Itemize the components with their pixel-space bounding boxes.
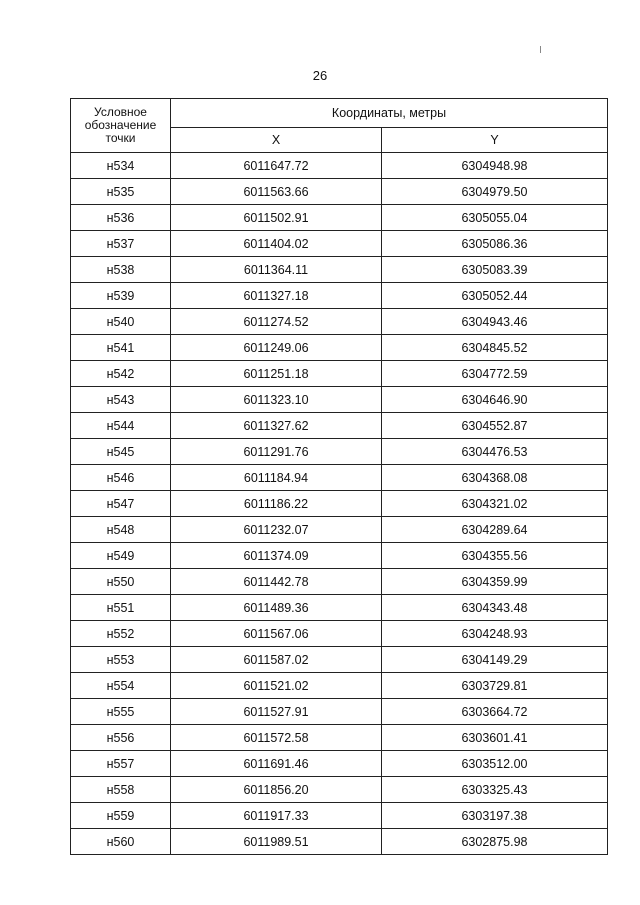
point-name-cell: н545 xyxy=(71,439,171,465)
x-value-cell: 6011251.18 xyxy=(171,361,382,387)
table-row xyxy=(71,569,608,595)
point-name-cell: н550 xyxy=(71,569,171,595)
point-name-cell: н537 xyxy=(71,231,171,257)
y-value-cell: 6304646.90 xyxy=(382,387,608,413)
table-row xyxy=(71,595,608,621)
point-name-cell: н554 xyxy=(71,673,171,699)
table-row xyxy=(71,751,608,777)
point-name-cell: н548 xyxy=(71,517,171,543)
table-row xyxy=(71,439,608,465)
table-row xyxy=(71,803,608,829)
x-value-cell: 6011502.91 xyxy=(171,205,382,231)
table-row xyxy=(71,413,608,439)
y-value-cell: 6304248.93 xyxy=(382,621,608,647)
x-value-cell: 6011567.06 xyxy=(171,621,382,647)
table-row xyxy=(71,517,608,543)
y-value-cell: 6304321.02 xyxy=(382,491,608,517)
x-value-cell: 6011989.51 xyxy=(171,829,382,855)
y-value-cell: 6305055.04 xyxy=(382,205,608,231)
point-name-cell: н535 xyxy=(71,179,171,205)
point-name-cell: н556 xyxy=(71,725,171,751)
x-value-cell: 6011489.36 xyxy=(171,595,382,621)
table-row xyxy=(71,777,608,803)
table-row xyxy=(71,491,608,517)
point-name-cell: н539 xyxy=(71,283,171,309)
y-value-cell: 6304289.64 xyxy=(382,517,608,543)
point-name-cell: н544 xyxy=(71,413,171,439)
y-value-cell: 6303325.43 xyxy=(382,777,608,803)
x-value-cell: 6011647.72 xyxy=(171,153,382,179)
x-value-cell: 6011521.02 xyxy=(171,673,382,699)
point-name-cell: н534 xyxy=(71,153,171,179)
table-row xyxy=(71,309,608,335)
point-name-cell: н551 xyxy=(71,595,171,621)
x-value-cell: 6011186.22 xyxy=(171,491,382,517)
x-value-cell: 6011572.58 xyxy=(171,725,382,751)
point-name-cell: н546 xyxy=(71,465,171,491)
y-value-cell: 6305086.36 xyxy=(382,231,608,257)
y-value-cell: 6304343.48 xyxy=(382,595,608,621)
point-name-cell: н555 xyxy=(71,699,171,725)
table-row xyxy=(71,387,608,413)
point-name-cell: н540 xyxy=(71,309,171,335)
x-value-cell: 6011856.20 xyxy=(171,777,382,803)
table-row xyxy=(71,465,608,491)
y-value-cell: 6304772.59 xyxy=(382,361,608,387)
point-name-cell: н542 xyxy=(71,361,171,387)
point-name-header: Условное обозначение точки xyxy=(71,99,171,153)
point-name-cell: н543 xyxy=(71,387,171,413)
table-row xyxy=(71,543,608,569)
table-row xyxy=(71,829,608,855)
table-row xyxy=(71,699,608,725)
table-body xyxy=(71,153,608,855)
y-value-cell: 6303197.38 xyxy=(382,803,608,829)
table-row xyxy=(71,179,608,205)
coordinates-table xyxy=(70,98,608,855)
y-value-cell: 6304845.52 xyxy=(382,335,608,361)
point-name-cell: н557 xyxy=(71,751,171,777)
y-value-cell: 6303664.72 xyxy=(382,699,608,725)
y-value-cell: 6304359.99 xyxy=(382,569,608,595)
y-value-cell: 6304149.29 xyxy=(382,647,608,673)
table-row xyxy=(71,725,608,751)
y-value-cell: 6304476.53 xyxy=(382,439,608,465)
x-value-cell: 6011587.02 xyxy=(171,647,382,673)
table-row xyxy=(71,153,608,179)
y-value-cell: 6303601.41 xyxy=(382,725,608,751)
x-value-cell: 6011364.11 xyxy=(171,257,382,283)
y-value-cell: 6304552.87 xyxy=(382,413,608,439)
table-row xyxy=(71,647,608,673)
y-header: Y xyxy=(382,128,608,153)
x-value-cell: 6011563.66 xyxy=(171,179,382,205)
x-value-cell: 6011374.09 xyxy=(171,543,382,569)
x-value-cell: 6011184.94 xyxy=(171,465,382,491)
point-name-cell: н559 xyxy=(71,803,171,829)
y-value-cell: 6305052.44 xyxy=(382,283,608,309)
page-number: 26 xyxy=(312,68,328,83)
point-name-cell: н536 xyxy=(71,205,171,231)
y-value-cell: 6305083.39 xyxy=(382,257,608,283)
point-name-cell: н549 xyxy=(71,543,171,569)
y-value-cell: 6304948.98 xyxy=(382,153,608,179)
x-value-cell: 6011442.78 xyxy=(171,569,382,595)
table-row xyxy=(71,361,608,387)
x-value-cell: 6011323.10 xyxy=(171,387,382,413)
x-value-cell: 6011232.07 xyxy=(171,517,382,543)
y-value-cell: 6304355.56 xyxy=(382,543,608,569)
x-value-cell: 6011291.76 xyxy=(171,439,382,465)
table-row xyxy=(71,621,608,647)
y-value-cell: 6303512.00 xyxy=(382,751,608,777)
table-row xyxy=(71,283,608,309)
y-value-cell: 6304943.46 xyxy=(382,309,608,335)
point-name-cell: н553 xyxy=(71,647,171,673)
table-row xyxy=(71,205,608,231)
x-value-cell: 6011327.62 xyxy=(171,413,382,439)
y-value-cell: 6303729.81 xyxy=(382,673,608,699)
x-value-cell: 6011691.46 xyxy=(171,751,382,777)
y-value-cell: 6304979.50 xyxy=(382,179,608,205)
point-name-cell: н558 xyxy=(71,777,171,803)
margin-tick xyxy=(540,46,541,53)
point-name-cell: н552 xyxy=(71,621,171,647)
point-name-cell: н560 xyxy=(71,829,171,855)
y-value-cell: 6304368.08 xyxy=(382,465,608,491)
table-row xyxy=(71,335,608,361)
x-value-cell: 6011274.52 xyxy=(171,309,382,335)
x-value-cell: 6011249.06 xyxy=(171,335,382,361)
x-value-cell: 6011527.91 xyxy=(171,699,382,725)
point-name-cell: н538 xyxy=(71,257,171,283)
point-name-cell: н547 xyxy=(71,491,171,517)
coordinates-header: Координаты, метры xyxy=(171,99,608,128)
point-name-cell: н541 xyxy=(71,335,171,361)
x-value-cell: 6011404.02 xyxy=(171,231,382,257)
table-row xyxy=(71,673,608,699)
table-row xyxy=(71,231,608,257)
x-header: X xyxy=(171,128,382,153)
table-row xyxy=(71,257,608,283)
x-value-cell: 6011917.33 xyxy=(171,803,382,829)
x-value-cell: 6011327.18 xyxy=(171,283,382,309)
y-value-cell: 6302875.98 xyxy=(382,829,608,855)
